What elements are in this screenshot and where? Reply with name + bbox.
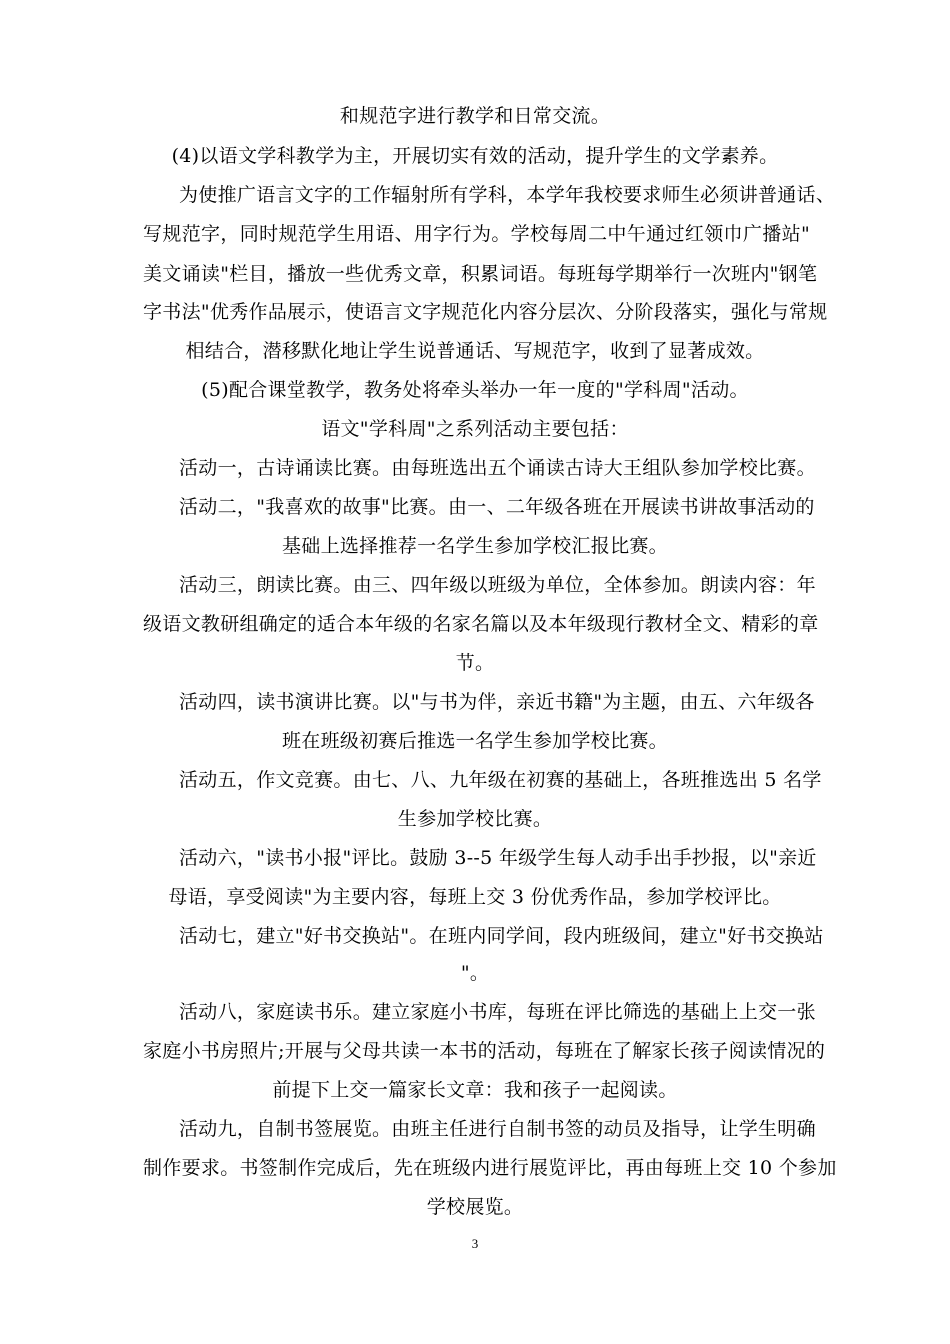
- text-line: 家庭小书房照片;开展与父母共读一本书的活动，每班在了解家长孩子阅读情况的: [143, 1040, 826, 1062]
- text-line: (5)配合课堂教学，教务处将牵头举办一年一度的"学科周"活动。: [201, 379, 749, 401]
- text-line: 制作要求。书签制作完成后，先在班级内进行展览评比，再由每班上交 10 个参加: [143, 1157, 837, 1179]
- text-line: 母语，享受阅读"为主要内容，每班上交 3 份优秀作品，参加学校评比。: [168, 886, 782, 908]
- text-line: 前提下上交一篇家长文章：我和孩子一起阅读。: [272, 1079, 678, 1101]
- page-number: 3: [471, 1236, 479, 1251]
- text-line: 相结合，潜移默化地让学生说普通话、写规范字，收到了显著成效。: [185, 340, 765, 362]
- text-line: "。: [460, 962, 490, 984]
- text-line: 基础上选择推荐一名学生参加学校汇报比赛。: [281, 535, 668, 557]
- text-line: 活动二，"我喜欢的故事"比赛。由一、二年级各班在开展读书讲故事活动的: [179, 496, 815, 518]
- text-line: 活动五，作文竞赛。由七、八、九年级在初赛的基础上，各班推选出 5 名学: [179, 769, 822, 791]
- text-line: 为使推广语言文字的工作辐射所有学科，本学年我校要求师生必须讲普通话、: [179, 184, 836, 206]
- text-line: 活动六，"读书小报"评比。鼓励 3--5 年级学生每人动手出手抄报，以"亲近: [179, 847, 817, 869]
- text-line: 字书法"优秀作品展示，使语言文字规范化内容分层次、分阶段落实，强化与常规: [143, 301, 828, 323]
- text-line: 活动一，古诗诵读比赛。由每班选出五个诵读古诗大王组队参加学校比赛。: [179, 457, 816, 479]
- text-line: 活动三，朗读比赛。由三、四年级以班级为单位，全体参加。朗读内容：年: [179, 574, 816, 596]
- text-line: 级语文教研组确定的适合本年级的名家名篇以及本年级现行教材全文、精彩的章: [143, 613, 819, 635]
- text-line: 写规范字，同时规范学生用语、用字行为。学校每周二中午通过红领巾广播站": [143, 223, 810, 245]
- text-line: 和规范字进行教学和日常交流。: [339, 105, 611, 127]
- text-line: 学校展览。: [426, 1196, 524, 1218]
- text-line: 节。: [455, 652, 495, 674]
- text-line: 语文"学科周"之系列活动主要包括：: [321, 418, 629, 440]
- text-line: 生参加学校比赛。: [397, 808, 553, 830]
- text-line: 活动七，建立"好书交换站"。在班内同学间，段内班级间，建立"好书交换站: [179, 925, 824, 947]
- text-line: 活动九，自制书签展览。由班主任进行自制书签的动员及指导，让学生明确: [179, 1118, 816, 1140]
- text-line: 班在班级初赛后推选一名学生参加学校比赛。: [281, 730, 668, 752]
- text-line: 美文诵读"栏目，播放一些优秀文章，积累词语。每班每学期举行一次班内"钢笔: [143, 263, 818, 285]
- text-line: 活动八，家庭读书乐。建立家庭小书库，每班在评比筛选的基础上上交一张: [179, 1001, 816, 1023]
- text-line: (4)以语文学科教学为主，开展切实有效的活动，提升学生的文学素养。: [171, 145, 779, 167]
- text-line: 活动四，读书演讲比赛。以"与书为伴，亲近书籍"为主题，由五、六年级各: [179, 691, 815, 713]
